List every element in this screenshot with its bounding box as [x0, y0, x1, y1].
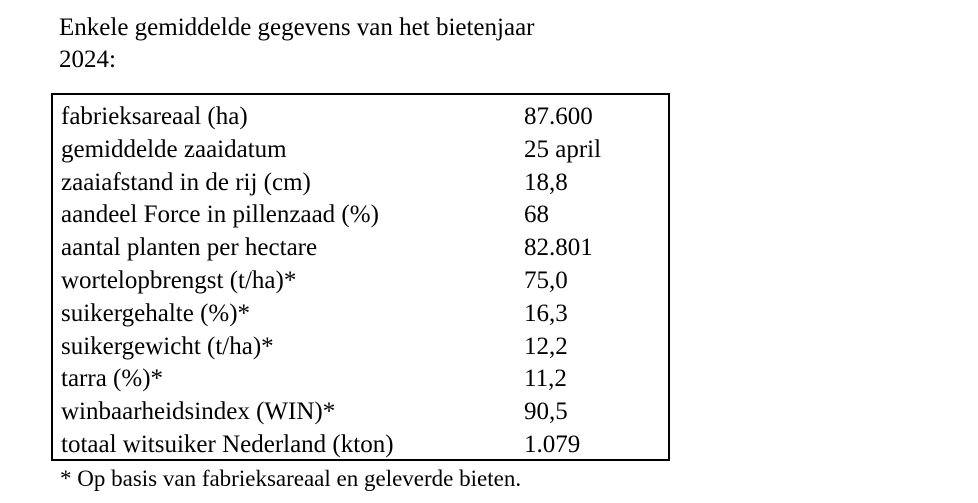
table-row: [53, 298, 668, 331]
table-row: [53, 331, 668, 364]
row-value: 12,2: [524, 332, 568, 360]
table-row: [53, 232, 668, 265]
row-label: winbaarheidsindex (WIN)*: [61, 398, 336, 426]
row-value: 25 april: [524, 135, 602, 163]
table-row: [53, 199, 668, 232]
row-label: fabrieksareaal (ha): [61, 103, 248, 130]
title-line-2: 2024:: [59, 46, 116, 73]
table-row: [53, 167, 668, 200]
row-label: gemiddelde zaaidatum: [61, 135, 287, 163]
row-value: 90,5: [524, 398, 568, 426]
table-row: [53, 265, 668, 298]
table-row: [53, 429, 668, 462]
row-value: 11,2: [524, 365, 567, 393]
data-table: [51, 93, 670, 461]
table-row: [53, 101, 668, 134]
page-title: [59, 12, 659, 76]
row-label: aandeel Force in pillenzaad (%): [61, 201, 379, 229]
row-value: 75,0: [524, 266, 568, 294]
row-value: 82.801: [524, 234, 593, 262]
row-value: 87.600: [524, 103, 593, 130]
title-line-1: Enkele gemiddelde gegevens van het bietenjaar: [59, 14, 535, 41]
table-row: [53, 134, 668, 167]
row-value: 16,3: [524, 299, 568, 327]
row-label: totaal witsuiker Nederland (kton): [61, 430, 394, 458]
row-label: suikergewicht (t/ha)*: [61, 332, 274, 360]
row-value: 1.079: [524, 430, 581, 458]
row-label: zaaiafstand in de rij (cm): [61, 168, 311, 196]
row-label: aantal planten per hectare: [61, 234, 318, 262]
row-label: wortelopbrengst (t/ha)*: [61, 266, 297, 294]
table-row: [53, 363, 668, 396]
row-value: 18,8: [524, 168, 568, 196]
row-value: 68: [524, 201, 549, 229]
table-row: [53, 396, 668, 429]
row-label: tarra (%)*: [61, 365, 164, 393]
footnote: * Op basis van fabrieksareaal en geleverde bieten.: [60, 466, 522, 491]
row-label: suikergehalte (%)*: [61, 299, 251, 327]
